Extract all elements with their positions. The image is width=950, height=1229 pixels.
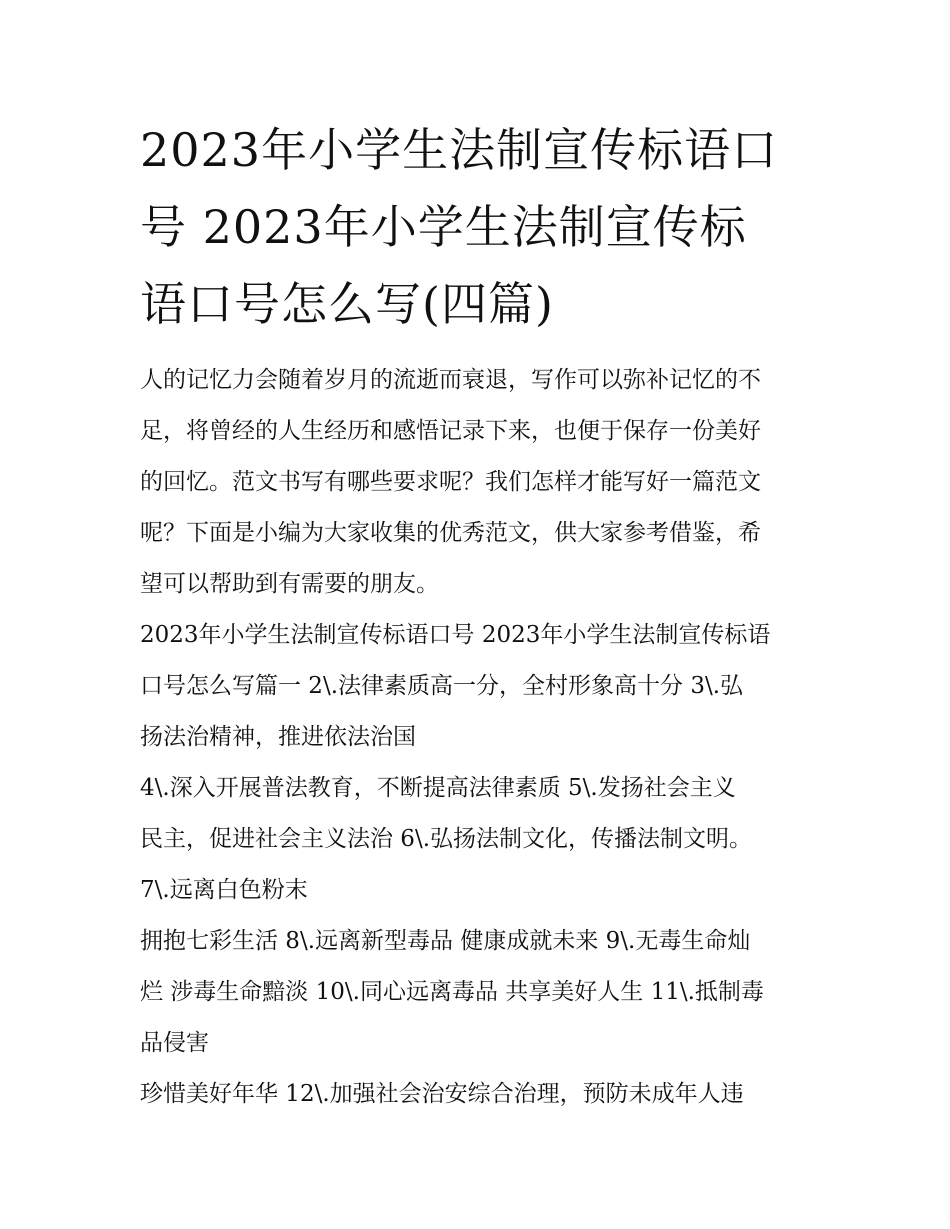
body-line: 呢？下面是小编为大家收集的优秀范文，供大家参考借鉴，希 — [140, 520, 761, 546]
body-line: 拥抱七彩生活 8\.远离新型毒品 健康成就未来 9\.无毒生命灿 — [140, 928, 751, 954]
body-line: 珍惜美好年华 12\.加强社会治安综合治理，预防未成年人违 — [140, 1081, 744, 1107]
body-line: 口号怎么写篇一 2\.法律素质高一分，全村形象高十分 3\.弘 — [140, 673, 744, 699]
body-line: 烂 涉毒生命黯淡 10\.同心远离毒品 共享美好人生 11\.抵制毒 — [140, 979, 764, 1005]
body-line: 7\.远离白色粉末 — [140, 877, 308, 903]
body-line: 人的记忆力会随着岁月的流逝而衰退，写作可以弥补记忆的不 — [140, 367, 761, 393]
body-line: 足，将曾经的人生经历和感悟记录下来，也便于保存一份美好 — [140, 418, 761, 444]
body-line: 望可以帮助到有需要的朋友。 — [140, 571, 439, 597]
body-line: 民主，促进社会主义法治 6\.弘扬法制文化，传播法制文明。 — [140, 826, 753, 852]
title-line: 语口号怎么写(四篇) — [140, 277, 554, 331]
body-line: 扬法治精神，推进依法治国 — [140, 724, 416, 750]
title-line: 号 2023年小学生法制宣传标 — [140, 200, 747, 254]
title-line: 2023年小学生法制宣传标语口 — [140, 123, 779, 177]
body-line: 品侵害 — [140, 1030, 209, 1056]
body-line: 4\.深入开展普法教育，不断提高法律素质 5\.发扬社会主义 — [140, 775, 736, 801]
body-line: 的回忆。范文书写有哪些要求呢？我们怎样才能写好一篇范文 — [140, 469, 761, 495]
body-line: 2023年小学生法制宣传标语口号 2023年小学生法制宣传标语 — [140, 622, 771, 648]
document-title — [140, 112, 830, 343]
document-body — [140, 355, 820, 1120]
